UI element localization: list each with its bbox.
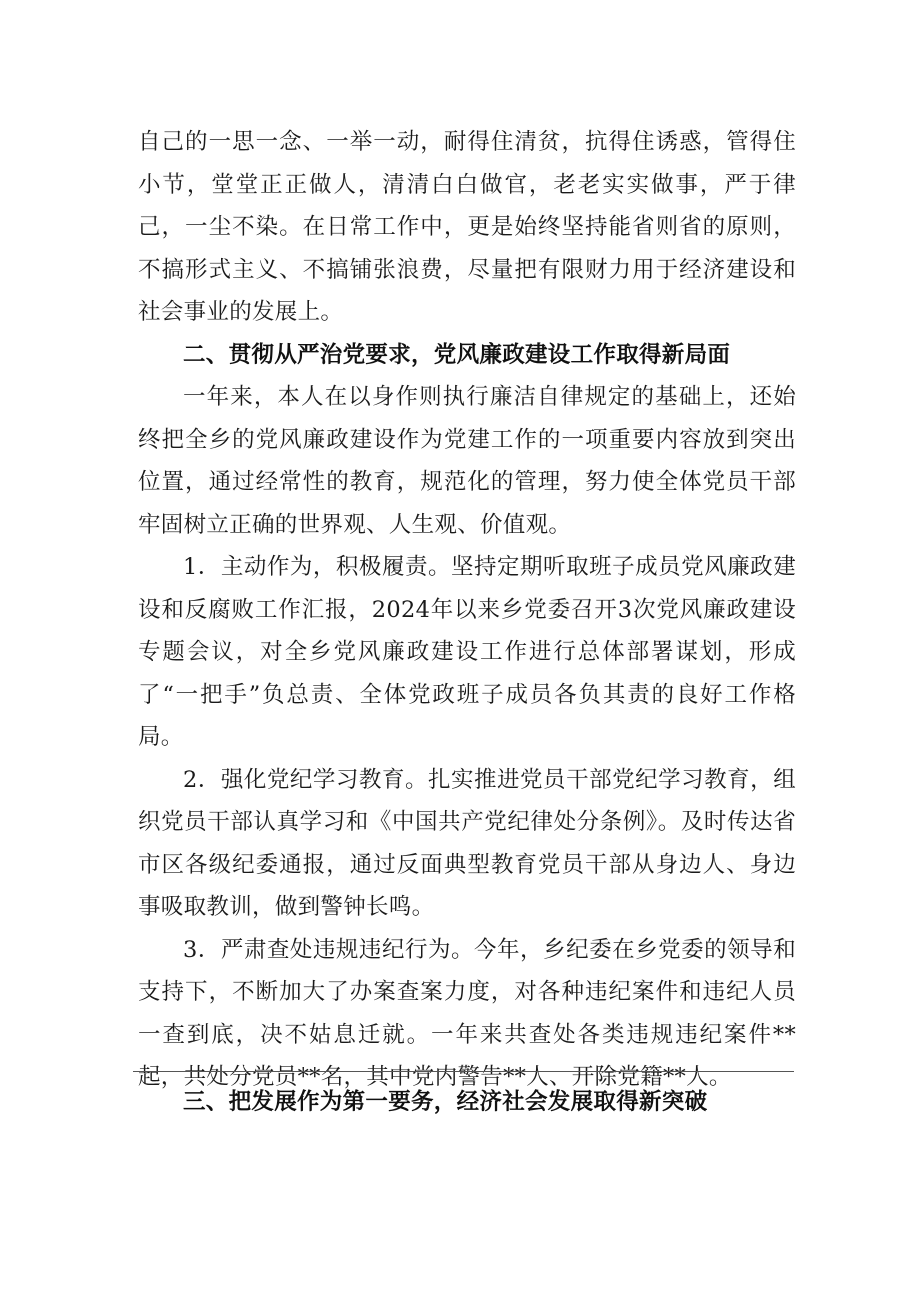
document-body bbox=[138, 121, 796, 1099]
item-2-paragraph: 2．强化党纪学习教育。扎实推进党员干部党纪学习教育，组织党员干部认真学习和《中国共产党纪律处分条例》。及时传达省市区各级纪委通报，通过反面典型教育党员干部从身边人、身边事吸取教训，做到警钟长鸣。 bbox=[138, 766, 796, 920]
section-two-heading: 二、贯彻从严治党要求，党风廉政建设工作取得新局面 bbox=[183, 341, 731, 368]
paragraph-continued: 自己的一思一念、一举一动，耐得住清贫，抗得住诱惑，管得住小节，堂堂正正做人，清清白白做官，老老实实做事，严于律己，一尘不染。在日常工作中，更是始终坚持能省则省的原则，不搞形式主义、不搞铺张浪费，尽量把有限财力用于经济建设和社会事业的发展上。 bbox=[138, 129, 796, 325]
section-divider bbox=[133, 1071, 794, 1072]
section-three-heading: 三、把发展作为第一要务，经济社会发展取得新突破 bbox=[183, 1089, 708, 1115]
section-three-block bbox=[138, 1081, 796, 1124]
section-two-intro: 一年来，本人在以身作则执行廉洁自律规定的基础上，还始终把全乡的党风廉政建设作为党建工作的一项重要内容放到突出位置，通过经常性的教育，规范化的管理，努力使全体党员干部牢固树立正确的世界观、人生观、价值观。 bbox=[138, 384, 796, 538]
item-3-paragraph: 3．严肃查处违规违纪行为。今年，乡纪委在乡党委的领导和支持下，不断加大了办案查案力度，对各种违纪案件和违纪人员一查到底，决不姑息迁就。一年来共查处各类违规违纪案件**起，共处分党员**名，其中党内警告**人、开除党籍**人。 bbox=[138, 936, 796, 1090]
item-1-paragraph: 1．主动作为，积极履责。坚持定期听取班子成员党风廉政建设和反腐败工作汇报，2024年以来乡党委召开3次党风廉政建设专题会议，对全乡党风廉政建设工作进行总体部署谋划，形成了“一把手”负总责、全体党政班子成员各负其责的良好工作格局。 bbox=[138, 554, 796, 750]
